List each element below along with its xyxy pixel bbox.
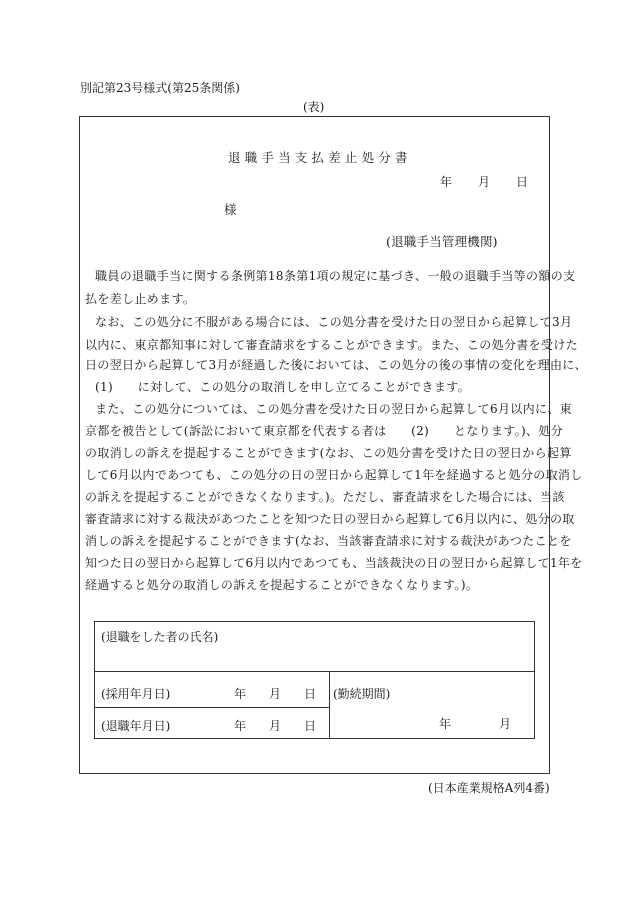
body-line: また、この処分については、この処分書を受けた日の翌日から起算して6月以内に、東 — [95, 402, 573, 416]
hire-year: 年 — [234, 687, 247, 701]
service-years: 年 — [439, 717, 452, 731]
table-divider — [95, 671, 534, 672]
body-line: (1) に対して、この処分の取消しを申し立てることができます。 — [95, 380, 471, 394]
hire-day: 日 — [304, 687, 317, 701]
body-line: 審査請求に対する裁決があつたことを知つた日の翌日から起算して6月以内に、処分の取 — [85, 512, 575, 526]
issue-date — [440, 173, 528, 190]
table-divider — [329, 671, 330, 738]
body-line: 消しの訴えを提起することができます(なお、当該審査請求に対する裁決があつたことを — [85, 534, 572, 548]
retire-day: 日 — [304, 719, 317, 733]
retiree-info-table — [94, 621, 535, 739]
side-label: (表) — [303, 100, 325, 114]
body-line: 職員の退職手当に関する条例第18条第1項の規定に基づき、一般の退職手当等の額の支 — [95, 269, 576, 283]
retire-month: 月 — [269, 719, 282, 733]
paper-size-note: (日本産業規格A列4番) — [428, 781, 550, 795]
date-month: 月 — [478, 175, 491, 189]
hire-month: 月 — [269, 687, 282, 701]
body-line: 経過すると処分の取消しの訴えを提起することができなくなります。)。 — [85, 578, 479, 592]
retire-year: 年 — [234, 719, 247, 733]
issuer-label: (退職手当管理機関) — [386, 234, 498, 249]
service-period-label: (勤続期間) — [333, 687, 391, 701]
date-day: 日 — [516, 175, 529, 189]
date-year: 年 — [440, 175, 453, 189]
body-line: 京都を被告として(訴訟において東京都を代表する者は (2) となります。)、処分 — [85, 424, 564, 438]
body-line: なお、この処分に不服がある場合には、この処分書を受けた日の翌日から起算して3月 — [95, 315, 573, 329]
body-line: 日の翌日から起算して3月が経過した後においては、この処分の後の事情の変化を理由に、 — [85, 358, 587, 372]
service-months: 月 — [499, 717, 512, 731]
addressee-suffix: 様 — [224, 202, 237, 217]
document-title: 退職手当支払差止処分書 — [228, 150, 412, 165]
body-line: して6月以内であつても、この処分の日の翌日から起算して1年を経過すると処分の取消し — [85, 468, 583, 482]
body-line: 知つた日の翌日から起算して6月以内であつても、当該裁決の日の翌日から起算して1年を — [85, 556, 583, 570]
retire-date-label: (退職年月日) — [101, 719, 171, 733]
retiree-name-label: (退職をした者の氏名) — [101, 630, 219, 644]
body-line: の取消しの訴えを提起することができます(なお、この処分書を受けた日の翌日から起算 — [85, 446, 572, 460]
table-divider — [95, 707, 329, 708]
form-number-label: 別記第23号様式(第25条関係) — [80, 81, 240, 95]
body-line: の訴えを提起することができなくなります。)。ただし、審査請求をした場合には、当該 — [85, 490, 565, 504]
hire-date-label: (採用年月日) — [101, 687, 171, 701]
body-line: 以内に、東京都知事に対して審査請求をすることができます。また、この処分書を受けた — [85, 338, 579, 352]
body-line: 払を差し止めます。 — [85, 292, 196, 306]
